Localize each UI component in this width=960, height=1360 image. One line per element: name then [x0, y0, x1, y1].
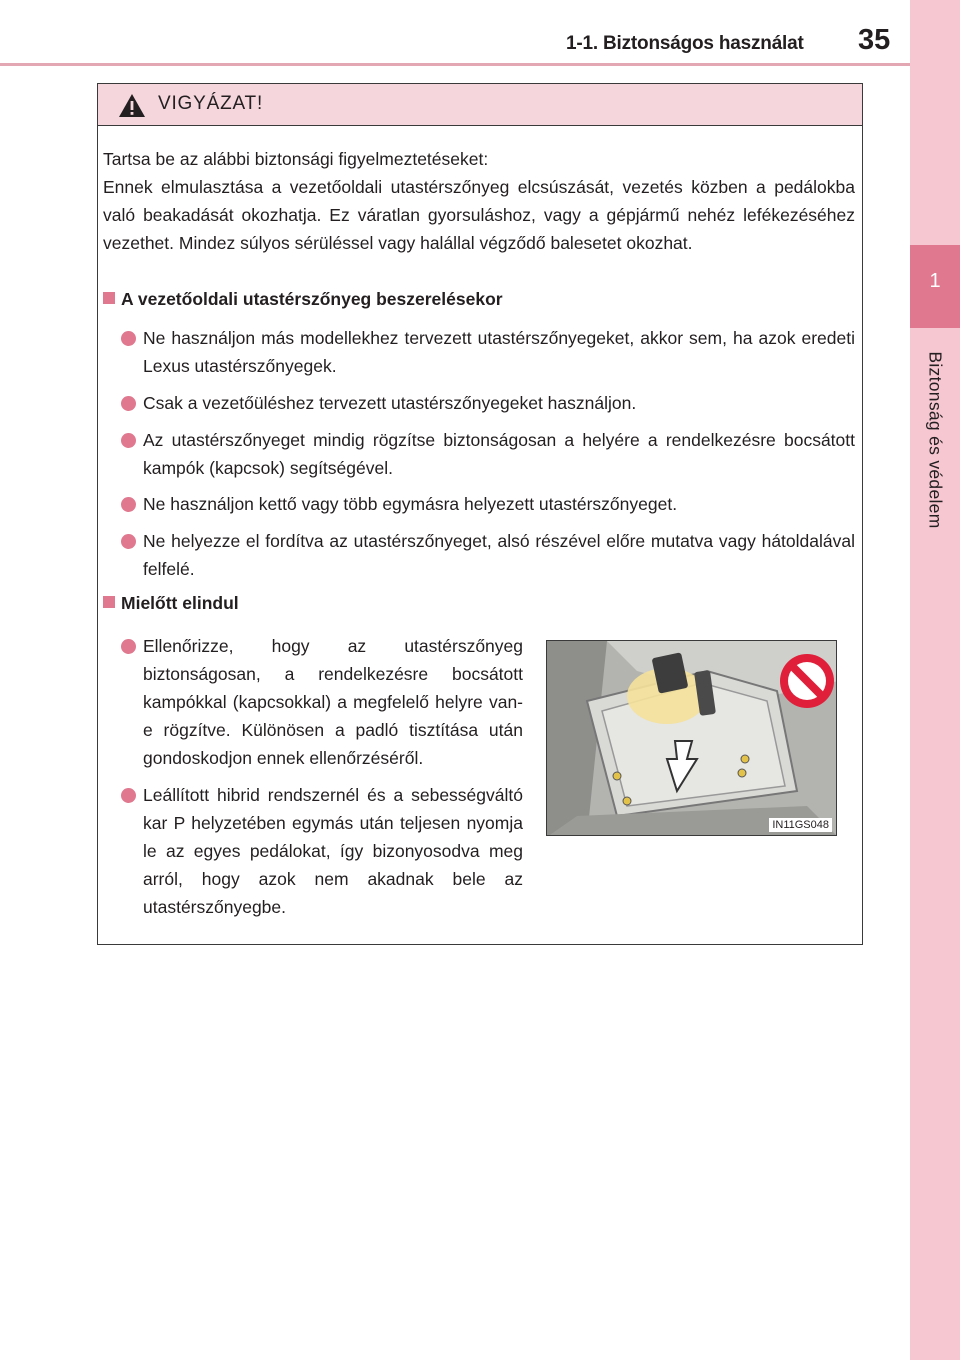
list-item: Csak a vezetőüléshez tervezett utastérszőnyegeket használjon. — [119, 389, 855, 417]
floor-mat-drawing — [547, 641, 837, 836]
bullet-dot-icon — [121, 639, 136, 654]
list-item: Az utastérszőnyeget mindig rögzítse biztonságosan a helyére a rendelkezésre bocsátott kampók (kapcsok) segítségével. — [119, 426, 855, 482]
warning-intro — [103, 145, 855, 257]
warning-header — [98, 84, 862, 126]
list-item: Ellenőrizze, hogy az utastérszőnyeg biztonságosan, a rendelkezésre bocsátott kampókkal (kapcsokkal) a megfelelő helyre van-e rögzítve. Különösen a padló tisztítása után gondoskodjon ennek ellenőrzéséről. — [119, 632, 523, 772]
list-item: Ne helyezze el fordítva az utastérszőnyeget, alsó részével előre mutatva vagy hátoldalával felfelé. — [119, 527, 855, 583]
chapter-number: 1 — [929, 270, 941, 292]
bullet-dot-icon — [121, 534, 136, 549]
side-strip — [910, 0, 960, 1360]
list-item: Ne használjon kettő vagy több egymásra helyezett utastérszőnyeget. — [119, 490, 855, 518]
bullet-dot-icon — [121, 331, 136, 346]
floor-mat-illustration — [546, 640, 837, 836]
bullet-dot-icon — [121, 788, 136, 803]
intro-line-1: Tartsa be az alábbi biztonsági figyelmeztetéseket: — [103, 149, 489, 169]
section-heading-before-start: Mielőtt elindul — [103, 593, 239, 614]
square-bullet-icon — [103, 292, 115, 304]
warning-title: VIGYÁZAT! — [158, 93, 264, 114]
intro-paragraph: Ennek elmulasztása a vezetőoldali utastérszőnyeg elcsúszását, vezetés közben a pedálokba való beakadását okozhatja. Ez váratlan gyorsuláshoz, vagy a gépjármű nehéz lefékezéséhez vezethet. Mindez súlyos sérüléssel vagy halállal végződő balesetet okozhat. — [103, 177, 855, 253]
warning-triangle-icon — [118, 93, 146, 118]
section-heading-install: A vezetőoldali utastérszőnyeg beszerelésekor — [103, 289, 503, 310]
list-item: Ne használjon más modellekhez tervezett utastérszőnyegeket, akkor sem, ha azok eredeti Lexus utastérszőnyegek. — [119, 324, 855, 380]
page-number: 35 — [858, 24, 891, 56]
illustration-code: IN11GS048 — [769, 818, 832, 832]
prohibition-sign-icon — [780, 654, 834, 708]
square-bullet-icon — [103, 596, 115, 608]
section-title: 1-1. Biztonságos használat — [566, 33, 804, 54]
bullet-dot-icon — [121, 433, 136, 448]
header-rule — [0, 63, 910, 66]
chapter-title: Biztonság és védelem — [925, 351, 946, 529]
bullet-dot-icon — [121, 497, 136, 512]
warning-box — [97, 83, 863, 945]
list-item: Leállított hibrid rendszernél és a sebességváltó kar P helyzetében egymás után teljesen nyomja le az egyes pedálokat, így bizonyosodva meg arról, hogy azok nem akadnak bele az utastérszőnyegbe. — [119, 781, 523, 921]
bullet-dot-icon — [121, 396, 136, 411]
